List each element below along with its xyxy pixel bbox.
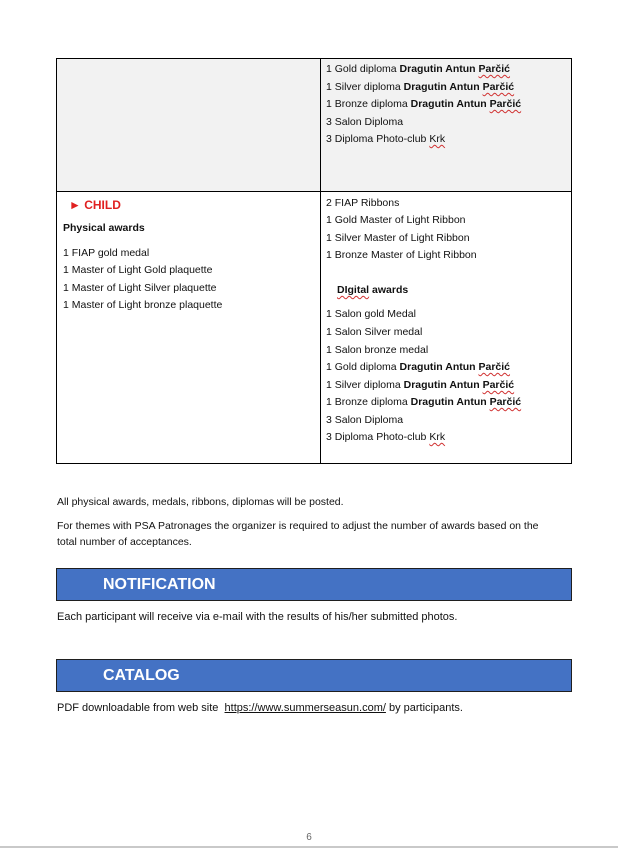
digital-award-item: 1 Silver diploma Dragutin Antun Parčić xyxy=(326,379,515,391)
catalog-section-header xyxy=(56,659,572,692)
physical-award-item: 1 Master of Light Gold plaquette xyxy=(63,264,213,276)
ribbon-item: 1 Silver Master of Light Ribbon xyxy=(326,232,470,244)
award-line: 1 Silver diploma Dragutin Antun Parčić xyxy=(326,81,515,93)
table-cell-top-right xyxy=(321,59,571,192)
notification-section-header xyxy=(56,568,572,601)
table-cell-child-physical xyxy=(57,192,321,463)
catalog-title: CATALOG xyxy=(103,667,180,684)
physical-award-item: 1 Master of Light Silver plaquette xyxy=(63,282,217,294)
digital-award-item: 3 Salon Diploma xyxy=(326,414,404,426)
physical-award-item: 1 Master of Light bronze plaquette xyxy=(63,299,223,311)
catalog-text: PDF downloadable from web site https://www.summerseasun.com/ by participants. xyxy=(57,702,463,714)
physical-award-item: 1 FIAP gold medal xyxy=(63,247,150,259)
award-line: 3 Salon Diploma xyxy=(326,116,404,128)
digital-award-item: 1 Salon bronze medal xyxy=(326,344,429,356)
catalog-link[interactable]: https://www.summerseasun.com/ xyxy=(224,702,386,714)
award-line: 3 Diploma Photo-club Krk xyxy=(326,133,446,145)
ribbon-item: 2 FIAP Ribbons xyxy=(326,197,400,209)
ribbon-item: 1 Bronze Master of Light Ribbon xyxy=(326,249,477,261)
notification-title: NOTIFICATION xyxy=(103,576,216,593)
digital-award-item: 3 Diploma Photo-club Krk xyxy=(326,431,446,443)
digital-award-item: 1 Salon gold Medal xyxy=(326,308,416,320)
award-line: 1 Gold diploma Dragutin Antun Parčić xyxy=(326,63,511,75)
table-cell-empty xyxy=(57,59,321,192)
digital-award-item: 1 Salon Silver medal xyxy=(326,326,423,338)
psa-paragraph-line1: For themes with PSA Patronages the organizer is required to adjust the number of awards based on the xyxy=(57,520,539,532)
digital-award-item: 1 Bronze diploma Dragutin Antun Parčić xyxy=(326,396,522,408)
digital-award-item: 1 Gold diploma Dragutin Antun Parčić xyxy=(326,361,511,373)
digital-awards-heading: DIgital awards xyxy=(337,284,409,296)
psa-paragraph-line2: total number of acceptances. xyxy=(57,536,192,548)
notification-text: Each participant will receive via e-mail with the results of his/her submitted photos. xyxy=(57,611,458,623)
table-cell-child-right xyxy=(321,192,571,463)
ribbon-item: 1 Gold Master of Light Ribbon xyxy=(326,214,466,226)
page-number: 6 xyxy=(306,832,312,843)
physical-awards-heading: Physical awards xyxy=(63,222,145,234)
award-line: 1 Bronze diploma Dragutin Antun Parčić xyxy=(326,98,522,110)
posted-paragraph: All physical awards, medals, ribbons, diplomas will be posted. xyxy=(57,496,344,508)
awards-table xyxy=(56,58,572,464)
child-heading: ► CHILD xyxy=(69,198,121,212)
